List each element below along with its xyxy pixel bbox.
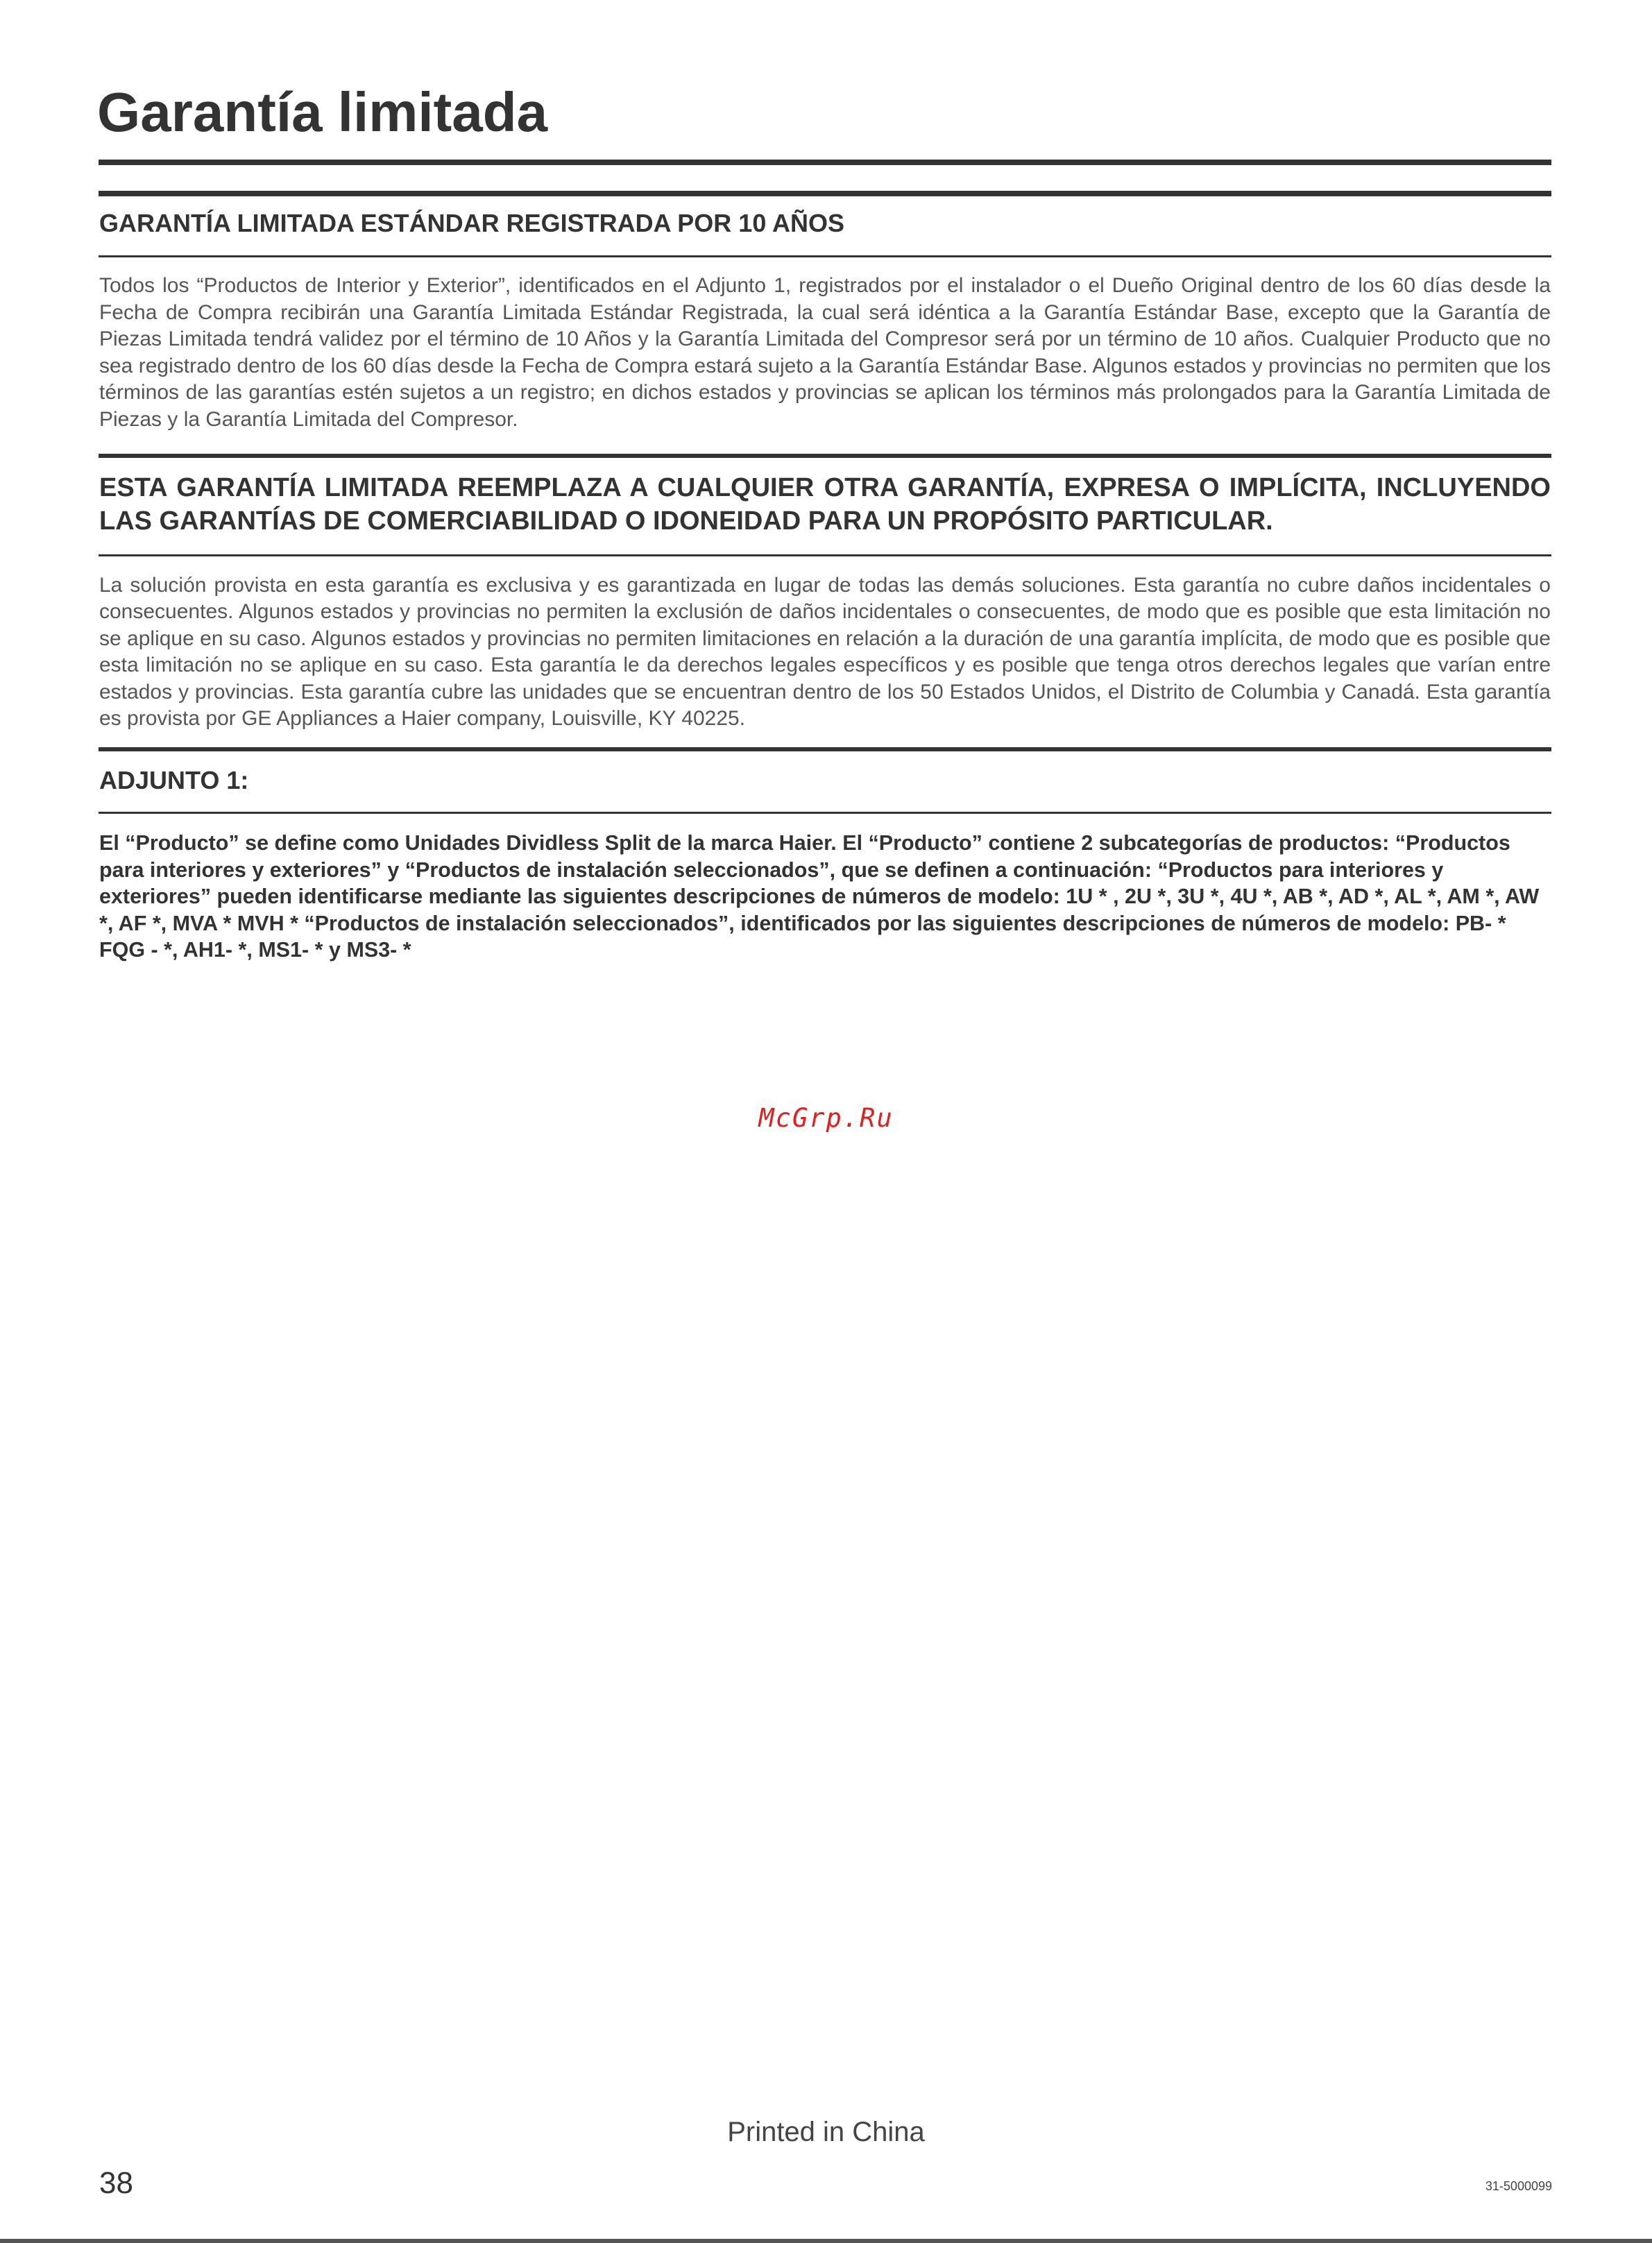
section-registered-underline — [99, 255, 1551, 257]
section-annex-underline — [99, 812, 1551, 814]
section-divider-disclaimer — [99, 454, 1551, 458]
section-disclaimer-underline — [99, 554, 1551, 556]
section-annex-heading: ADJUNTO 1: — [99, 766, 249, 794]
section-disclaimer-heading: ESTA GARANTÍA LIMITADA REEMPLAZA A CUALQUIER OTRA GARANTÍA, EXPRESA O IMPLÍCITA, INCLUYENDO LAS GARANTÍAS DE COMERCIABILIDAD O IDONEIDAD PARA UN PROPÓSITO PARTICULAR. — [99, 473, 1551, 536]
section-divider-annex — [99, 747, 1551, 751]
bottom-border — [0, 2239, 1652, 2243]
title-underline — [99, 160, 1551, 165]
section-annex-body: El “Producto” se define como Unidades Dividless Split de la marca Haier. El “Producto” contiene 2 subcategorías de productos: “Productos para interiores y exteriores” y “Productos de instalación seleccionados”, que se definen a continuación: “Productos para interiores y exteriores” pueden identificarse mediante las siguientes descripciones de números de modelo: 1U * , 2U *, 3U *, 4U *, AB *, AD *, AL *, AM *, AW *, AF *, MVA * MVH * “Productos de instalación seleccionados”, identificados por las siguientes descripciones de números de modelo: PB- * FQG - *, AH1- *, MS1- * y MS3- * — [99, 831, 1540, 962]
watermark: McGrp.Ru — [758, 1103, 894, 1133]
section-disclaimer-body: La solución provista en esta garantía es exclusiva y es garantizada en lugar de todas las demás soluciones. Esta garantía no cubre daños incidentales o consecuentes. Algunos estados y provincias no permiten la exclusión de daños incidentales o consecuentes, de modo que es posible que esta limitación no se aplique en su caso. Algunos estados y provincias no permiten limitaciones en relación a la duración de una garantía implícita, de modo que es posible que esta limitación no se aplique en su caso. Esta garantía le da derechos legales específicos y es posible que tenga otros derechos legales que varían entre estados y provincias. Esta garantía cubre las unidades que se encuentran dentro de los 50 Estados Unidos, el Distrito de Columbia y Canadá. Esta garantía es provista por GE Appliances a Haier company, Louisville, KY 40225. — [99, 574, 1551, 731]
document-number: 31-5000099 — [1485, 2179, 1552, 2193]
printed-in: Printed in China — [727, 2117, 925, 2147]
section-divider-top — [99, 191, 1551, 196]
page-title: Garantía limitada — [97, 81, 548, 143]
section-registered-heading: GARANTÍA LIMITADA ESTÁNDAR REGISTRADA POR 10 AÑOS — [99, 209, 845, 237]
page-number: 38 — [99, 2166, 133, 2200]
section-registered-body: Todos los “Productos de Interior y Exterior”, identificados en el Adjunto 1, registrados por el instalador o el Dueño Original dentro de los 60 días desde la Fecha de Compra recibirán una Garantía Limitada Estándar Registrada, la cual será idéntica a la Garantía Estándar Base, excepto que la Garantía de Piezas Limitada tendrá validez por el término de 10 Años y la Garantía Limitada del Compresor será por un término de 10 años. Cualquier Producto que no sea registrado dentro de los 60 días desde la Fecha de Compra estará sujeto a la Garantía Estándar Base. Algunos estados y provincias no permiten que los términos de las garantías estén sujetos a un registro; en dichos estados y provincias se aplican los términos más prolongados para la Garantía Limitada de Piezas y la Garantía Limitada del Compresor. — [99, 274, 1551, 431]
